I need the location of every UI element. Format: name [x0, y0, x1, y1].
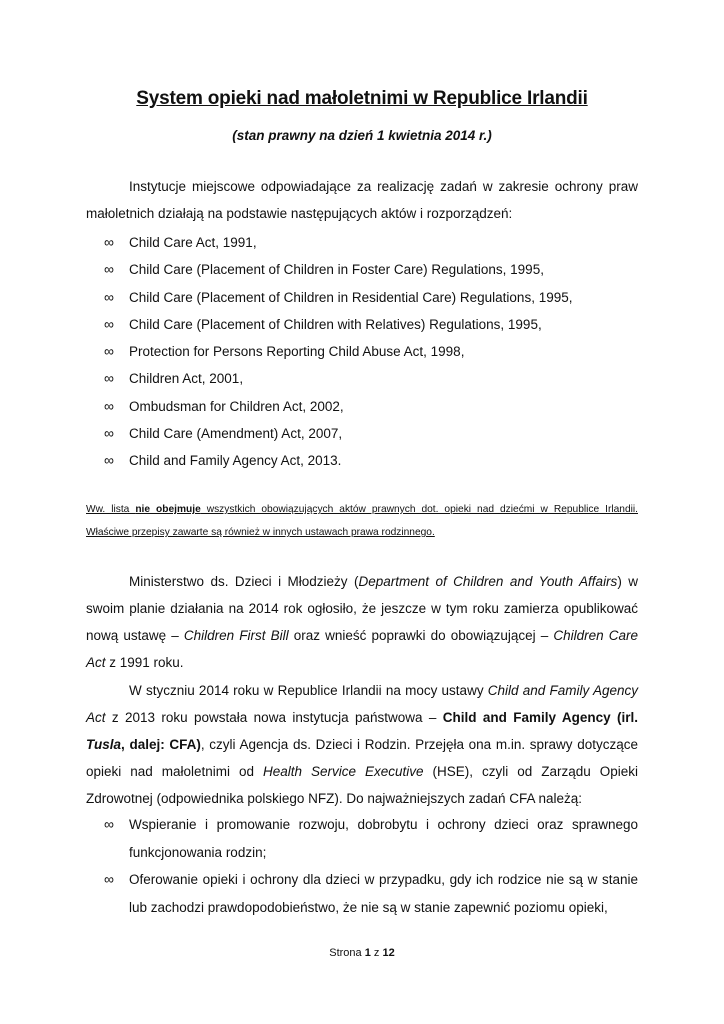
cfa-paragraph: W styczniu 2014 roku w Republice Irlandii na mocy ustawy Child and Family Agency Act z 2013 roku powstała nowa instytucja państwowa – Child and Family Agency (irl. Tusla, dalej: CFA), czyli Agencja ds. Dzieci i Rodzin. Przejęła ona m.in. sprawy dotyczące opieki nad małoletnimi od Health Service Executive (HSE), czyli od Zarządu Opieki Zdrowotnej (odpowiednika polskiego NFZ). Do najważniejszych zadań CFA należą:	[86, 683, 638, 806]
infinity-bullet-icon: ∞	[104, 871, 114, 887]
list-item: ∞ Child Care (Amendment) Act, 2007,	[86, 420, 638, 447]
list-item: ∞ Ombudsman for Children Act, 2002,	[86, 393, 638, 420]
infinity-bullet-icon: ∞	[104, 343, 114, 360]
list-item: ∞ Child Care Act, 1991,	[86, 229, 638, 256]
acts-list	[86, 229, 638, 475]
list-item: ∞ Child and Family Agency Act, 2013.	[86, 447, 638, 474]
infinity-bullet-icon: ∞	[104, 234, 114, 250]
infinity-bullet-icon: ∞	[104, 288, 114, 305]
list-item: ∞ Wspieranie i promowanie rozwoju, dobrobytu i ochrony dzieci oraz sprawnego funkcjonowania rodzin;	[86, 811, 638, 866]
infinity-bullet-icon: ∞	[104, 397, 114, 414]
cfa-tasks-list	[86, 811, 638, 921]
page-footer: Strona 1 z 12	[329, 947, 395, 959]
ministry-paragraph: Ministerstwo ds. Dzieci i Młodzieży (Department of Children and Youth Affairs) w swoim planie działania na 2014 rok ogłosiło, że jeszcze w tym roku zamierza opublikować nową ustawę – Children First Bill oraz wnieść poprawki do obowiązującej – Children Care Act z 1991 roku.	[86, 574, 638, 670]
infinity-bullet-icon: ∞	[104, 452, 114, 469]
list-item: ∞ Children Act, 2001,	[86, 365, 638, 392]
infinity-bullet-icon: ∞	[104, 370, 114, 387]
list-note: Ww. lista nie obejmuje wszystkich obowiązujących aktów prawnych dot. opieki nad dziećmi w Republice Irlandii. Właściwe przepisy zawarte są również w innych ustawach prawa rodzinnego.	[86, 504, 638, 538]
current-page-number: 1	[364, 947, 371, 959]
page-subtitle: (stan prawny na dzień 1 kwietnia 2014 r.)	[232, 128, 492, 143]
infinity-bullet-icon: ∞	[104, 315, 114, 332]
list-item: ∞ Child Care (Placement of Children with Relatives) Regulations, 1995,	[86, 311, 638, 338]
list-item: ∞ Oferowanie opieki i ochrony dla dzieci w przypadku, gdy ich rodzice nie są w stanie lub zachodzi prawdopodobieństwo, że nie są w stanie zapewnić poziomu opieki,	[86, 866, 638, 921]
intro-paragraph: Instytucje miejscowe odpowiadające za realizację zadań w zakresie ochrony praw małoletnich działają na podstawie następujących aktów i rozporządzeń:	[86, 179, 638, 221]
total-pages-number: 12	[382, 947, 395, 959]
infinity-bullet-icon: ∞	[104, 261, 114, 278]
infinity-bullet-icon: ∞	[104, 816, 114, 832]
list-item: ∞ Protection for Persons Reporting Child Abuse Act, 1998,	[86, 338, 638, 365]
list-item: ∞ Child Care (Placement of Children in Foster Care) Regulations, 1995,	[86, 256, 638, 283]
page-title: System opieki nad małoletnimi w Republice Irlandii	[136, 88, 588, 109]
infinity-bullet-icon: ∞	[104, 425, 114, 442]
list-item: ∞ Child Care (Placement of Children in Residential Care) Regulations, 1995,	[86, 284, 638, 311]
